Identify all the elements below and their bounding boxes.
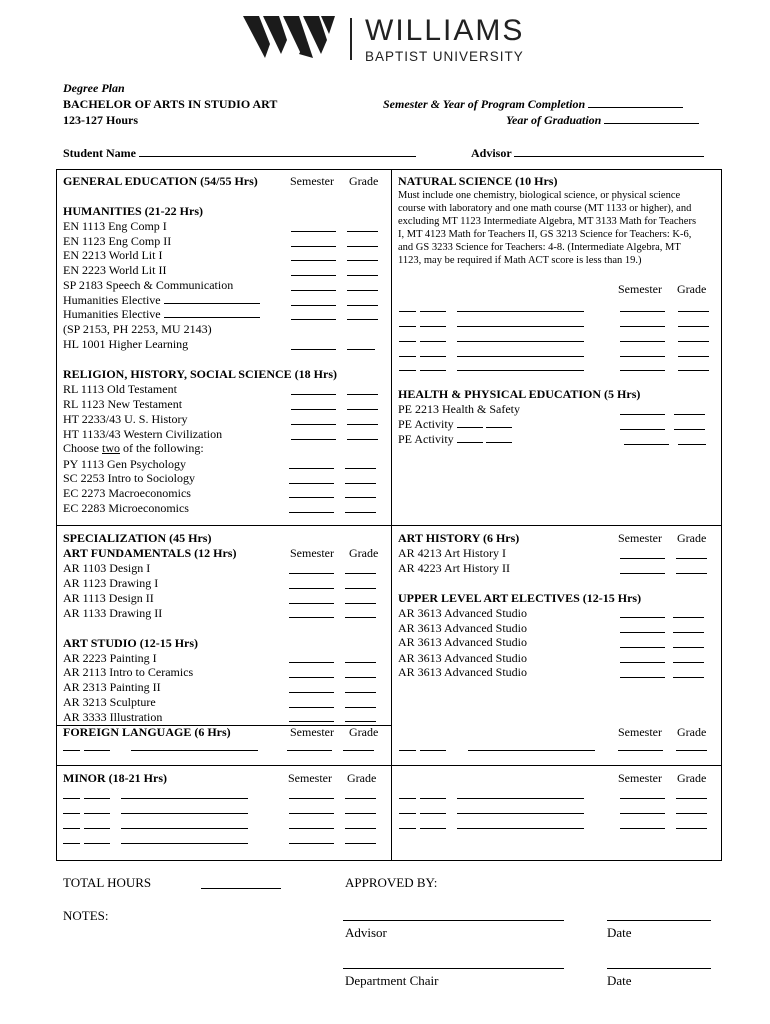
semester-blank[interactable] xyxy=(620,677,665,678)
course-row: SP 2183 Speech & Communication xyxy=(63,278,234,292)
course-name-blank[interactable] xyxy=(457,356,584,357)
natural-science-note: Must include one chemistry, biological science, or physical science course with laboratory and one math course (MT 1133 or higher), and excluding MT 1123 Intermediate Algebra, MT 3133 Math for Teachers I, MT 4123 Math for Teachers II, GS 3213 Science for Teachers: K-6, and GS 3233 Science for Teachers: 4-8. (Intermediate Algebra, MT 1123, may be required if Math ACT score is less than 19.) xyxy=(398,190,697,266)
semester-blank[interactable] xyxy=(289,603,334,604)
upper-electives-title: UPPER LEVEL ART ELECTIVES (12-15 Hrs) xyxy=(398,591,642,605)
total-hours-blank[interactable] xyxy=(201,888,281,889)
course-row: AR 3613 Advanced Studio xyxy=(398,651,527,665)
semester-blank[interactable] xyxy=(291,424,336,425)
semester-header: Semester xyxy=(618,531,662,545)
semester-blank[interactable] xyxy=(620,828,665,829)
course-code-blank[interactable] xyxy=(84,813,110,814)
course-code-blank[interactable] xyxy=(63,828,80,829)
course-name-blank[interactable] xyxy=(457,828,584,829)
semester-blank[interactable] xyxy=(291,394,336,395)
course-code-blank[interactable] xyxy=(399,370,416,371)
grade-blank[interactable] xyxy=(345,798,376,799)
grade-blank[interactable] xyxy=(345,588,376,589)
advisor-signature-label: Advisor xyxy=(345,925,387,940)
semester-blank[interactable] xyxy=(291,290,336,291)
grade-blank[interactable] xyxy=(347,349,375,350)
semester-blank[interactable] xyxy=(291,439,336,440)
grade-blank[interactable] xyxy=(347,409,378,410)
row-divider-minor xyxy=(57,765,721,766)
course-code-blank[interactable] xyxy=(420,813,446,814)
grade-blank[interactable] xyxy=(678,341,709,342)
center-divider xyxy=(391,170,392,860)
semester-blank[interactable] xyxy=(620,311,665,312)
course-row: AR 4223 Art History II xyxy=(398,561,510,575)
grade-blank[interactable] xyxy=(678,356,709,357)
grade-blank[interactable] xyxy=(678,326,709,327)
grade-blank[interactable] xyxy=(676,750,707,751)
year-of-graduation: Year of Graduation xyxy=(506,113,699,127)
grade-blank[interactable] xyxy=(345,843,376,844)
course-row: AR 2313 Painting II xyxy=(63,680,161,694)
semester-blank[interactable] xyxy=(289,692,334,693)
semester-blank[interactable] xyxy=(620,573,665,574)
semester-blank[interactable] xyxy=(289,468,334,469)
degree-title: BACHELOR OF ARTS IN STUDIO ART xyxy=(63,97,278,111)
grade-blank[interactable] xyxy=(345,512,376,513)
degree-plan-label: Degree Plan xyxy=(63,81,125,95)
semester-blank[interactable] xyxy=(620,813,665,814)
gen-ed-title: GENERAL EDUCATION (54/55 Hrs) xyxy=(63,174,258,188)
semester-year-completion: Semester & Year of Program Completion xyxy=(383,97,683,111)
course-code-blank[interactable] xyxy=(399,311,416,312)
grade-header: Grade xyxy=(677,531,707,545)
semester-blank[interactable] xyxy=(289,828,334,829)
student-name-field[interactable]: Student Name xyxy=(63,146,416,160)
grade-header: Grade xyxy=(677,771,707,785)
grade-blank[interactable] xyxy=(347,290,378,291)
course-code-blank[interactable] xyxy=(420,326,446,327)
semester-blank[interactable] xyxy=(620,558,665,559)
course-row: EN 2213 World Lit I xyxy=(63,248,163,262)
advisor-date-label: Date xyxy=(607,925,632,940)
grade-blank[interactable] xyxy=(345,603,376,604)
logo-name: WILLIAMS xyxy=(365,14,525,47)
course-row: AR 1123 Drawing I xyxy=(63,576,159,590)
semester-blank[interactable] xyxy=(289,843,334,844)
semester-header: Semester xyxy=(288,771,332,785)
course-row: AR 2223 Painting I xyxy=(63,651,157,665)
grade-blank[interactable] xyxy=(676,813,707,814)
course-name-blank[interactable] xyxy=(457,341,584,342)
specialization-title: SPECIALIZATION (45 Hrs) xyxy=(63,531,212,545)
course-name-blank[interactable] xyxy=(457,326,584,327)
semester-blank[interactable] xyxy=(620,414,665,415)
chair-date-blank[interactable] xyxy=(607,968,711,969)
course-row: SC 2253 Intro to Sociology xyxy=(63,471,196,485)
course-code-blank[interactable] xyxy=(399,341,416,342)
semester-blank[interactable] xyxy=(291,275,336,276)
grade-blank[interactable] xyxy=(345,813,376,814)
course-row: PE 2213 Health & Safety xyxy=(398,402,520,416)
course-code-blank[interactable] xyxy=(420,828,446,829)
semester-blank[interactable] xyxy=(620,647,665,648)
semester-blank[interactable] xyxy=(289,588,334,589)
course-name-blank[interactable] xyxy=(468,750,595,751)
advisor-signature-blank[interactable] xyxy=(343,920,564,921)
grade-blank[interactable] xyxy=(674,414,705,415)
grade-header: Grade xyxy=(349,546,379,560)
course-code-blank[interactable] xyxy=(420,311,446,312)
course-name-blank[interactable] xyxy=(121,813,248,814)
course-code-blank[interactable] xyxy=(420,341,446,342)
rhss-title: RELIGION, HISTORY, SOCIAL SCIENCE (18 Hrs) xyxy=(63,367,337,381)
semester-header: Semester xyxy=(290,546,334,560)
semester-blank[interactable] xyxy=(291,305,336,306)
approved-by-label: APPROVED BY: xyxy=(345,875,438,890)
semester-blank[interactable] xyxy=(291,349,336,350)
course-name-blank[interactable] xyxy=(457,370,584,371)
course-code-blank[interactable] xyxy=(399,813,416,814)
semester-blank[interactable] xyxy=(289,662,334,663)
grade-blank[interactable] xyxy=(345,617,376,618)
course-code-blank[interactable] xyxy=(84,798,110,799)
grade-header: Grade xyxy=(677,725,707,739)
semester-blank[interactable] xyxy=(620,798,665,799)
semester-header: Semester xyxy=(290,725,334,739)
course-row: Humanities Elective xyxy=(63,307,260,321)
grade-blank[interactable] xyxy=(347,305,378,306)
course-row: PE Activity xyxy=(398,432,512,446)
advisor-date-blank[interactable] xyxy=(607,920,711,921)
course-name-blank[interactable] xyxy=(457,798,584,799)
semester-header: Semester xyxy=(618,282,662,296)
semester-blank[interactable] xyxy=(624,444,669,445)
wbu-logo-mark-icon xyxy=(243,14,343,62)
semester-blank[interactable] xyxy=(291,319,336,320)
course-row: AR 3613 Advanced Studio xyxy=(398,621,527,635)
grade-blank[interactable] xyxy=(347,246,378,247)
course-code-blank[interactable] xyxy=(420,750,446,751)
semester-blank[interactable] xyxy=(291,409,336,410)
grade-blank[interactable] xyxy=(347,275,378,276)
course-code-blank[interactable] xyxy=(63,798,80,799)
row-divider-gen-ed xyxy=(57,525,721,526)
art-history-title: ART HISTORY (6 Hrs) xyxy=(398,531,520,545)
course-code-blank[interactable] xyxy=(420,370,446,371)
course-code-blank[interactable] xyxy=(84,828,110,829)
chair-signature-blank[interactable] xyxy=(343,968,564,969)
semester-blank[interactable] xyxy=(289,707,334,708)
semester-blank[interactable] xyxy=(620,617,665,618)
grade-blank[interactable] xyxy=(676,828,707,829)
university-logo xyxy=(243,14,553,64)
course-row: AR 1133 Drawing II xyxy=(63,606,163,620)
semester-blank[interactable] xyxy=(620,326,665,327)
grade-blank[interactable] xyxy=(674,429,705,430)
grade-blank[interactable] xyxy=(345,468,376,469)
grade-blank[interactable] xyxy=(345,662,376,663)
course-row: HT 1133/43 Western Civilization xyxy=(63,427,223,441)
course-code-blank[interactable] xyxy=(63,813,80,814)
semester-blank[interactable] xyxy=(289,813,334,814)
semester-blank[interactable] xyxy=(289,677,334,678)
course-row: EN 1113 Eng Comp I xyxy=(63,219,167,233)
course-code-blank[interactable] xyxy=(84,750,110,751)
course-name-blank[interactable] xyxy=(121,798,248,799)
course-row: RL 1113 Old Testament xyxy=(63,382,177,396)
grade-blank[interactable] xyxy=(345,573,376,574)
semester-blank[interactable] xyxy=(620,662,665,663)
semester-blank[interactable] xyxy=(618,750,663,751)
course-code-blank[interactable] xyxy=(63,843,80,844)
grade-blank[interactable] xyxy=(678,444,706,445)
course-name-blank[interactable] xyxy=(131,750,258,751)
degree-hours: 123-127 Hours xyxy=(63,113,138,127)
grade-blank[interactable] xyxy=(678,370,709,371)
grade-blank[interactable] xyxy=(345,721,376,722)
course-row: AR 3613 Advanced Studio xyxy=(398,635,527,649)
grade-blank[interactable] xyxy=(343,750,374,751)
grade-blank[interactable] xyxy=(673,662,704,663)
grade-blank[interactable] xyxy=(345,483,376,484)
semester-header: Semester xyxy=(618,725,662,739)
art-studio-title: ART STUDIO (12-15 Hrs) xyxy=(63,636,199,650)
course-code-blank[interactable] xyxy=(399,750,416,751)
art-fundamentals-title: ART FUNDAMENTALS (12 Hrs) xyxy=(63,546,237,560)
foreign-language-title: FOREIGN LANGUAGE (6 Hrs) xyxy=(63,725,231,739)
minor-title: MINOR (18-21 Hrs) xyxy=(63,771,167,785)
notes-label: NOTES: xyxy=(63,908,109,923)
course-row: HL 1001 Higher Learning xyxy=(63,337,189,351)
grade-blank[interactable] xyxy=(347,319,378,320)
course-row: AR 4213 Art History I xyxy=(398,546,506,560)
course-name-blank[interactable] xyxy=(121,843,248,844)
course-row: AR 3333 Illustration xyxy=(63,710,163,724)
semester-blank[interactable] xyxy=(287,750,332,751)
grade-blank[interactable] xyxy=(345,828,376,829)
grade-blank[interactable] xyxy=(347,394,378,395)
semester-blank[interactable] xyxy=(291,231,336,232)
course-row: PY 1113 Gen Psychology xyxy=(63,457,186,471)
grade-header: Grade xyxy=(347,771,377,785)
course-row: EC 2283 Microeconomics xyxy=(63,501,189,515)
grade-blank[interactable] xyxy=(673,617,704,618)
course-code-blank[interactable] xyxy=(399,356,416,357)
course-row: EN 1123 Eng Comp II xyxy=(63,234,172,248)
semester-header: Semester xyxy=(290,174,334,188)
grade-blank[interactable] xyxy=(345,692,376,693)
health-pe-title: HEALTH & PHYSICAL EDUCATION (5 Hrs) xyxy=(398,387,641,401)
semester-header: Semester xyxy=(618,771,662,785)
course-row: PE Activity xyxy=(398,417,512,431)
course-row: Humanities Elective xyxy=(63,293,260,307)
grade-blank[interactable] xyxy=(347,260,378,261)
course-name-blank[interactable] xyxy=(457,311,584,312)
course-code-blank[interactable] xyxy=(399,798,416,799)
semester-blank[interactable] xyxy=(289,798,334,799)
natural-science-title: NATURAL SCIENCE (10 Hrs) xyxy=(398,174,558,188)
course-row: AR 3613 Advanced Studio xyxy=(398,665,527,679)
grade-blank[interactable] xyxy=(347,424,378,425)
semester-blank[interactable] xyxy=(289,512,334,513)
course-code-blank[interactable] xyxy=(63,750,80,751)
advisor-field[interactable]: Advisor xyxy=(471,146,704,160)
grade-blank[interactable] xyxy=(673,647,704,648)
chair-signature-label: Department Chair xyxy=(345,973,439,988)
course-code-blank[interactable] xyxy=(84,843,110,844)
course-row: EC 2273 Macroeconomics xyxy=(63,486,191,500)
semester-blank[interactable] xyxy=(289,721,334,722)
course-row: AR 1103 Design I xyxy=(63,561,151,575)
semester-blank[interactable] xyxy=(289,573,334,574)
grade-blank[interactable] xyxy=(347,231,378,232)
course-code-blank[interactable] xyxy=(399,828,416,829)
course-row: AR 2113 Intro to Ceramics xyxy=(63,665,194,679)
course-code-blank[interactable] xyxy=(420,798,446,799)
grade-blank[interactable] xyxy=(345,497,376,498)
semester-blank[interactable] xyxy=(289,617,334,618)
grade-blank[interactable] xyxy=(676,573,707,574)
semester-blank[interactable] xyxy=(620,632,665,633)
grade-blank[interactable] xyxy=(345,677,376,678)
course-row: EN 2223 World Lit II xyxy=(63,263,167,277)
semester-blank[interactable] xyxy=(620,429,665,430)
course-code-blank[interactable] xyxy=(399,326,416,327)
humanities-title: HUMANITIES (21-22 Hrs) xyxy=(63,204,203,218)
course-row: AR 3213 Sculpture xyxy=(63,695,156,709)
humanities-note: (SP 2153, PH 2253, MU 2143) xyxy=(63,322,212,336)
semester-blank[interactable] xyxy=(291,260,336,261)
course-name-blank[interactable] xyxy=(121,828,248,829)
grade-blank[interactable] xyxy=(676,558,707,559)
semester-blank[interactable] xyxy=(289,483,334,484)
chair-date-label: Date xyxy=(607,973,632,988)
course-row: RL 1123 New Testament xyxy=(63,397,183,411)
grade-blank[interactable] xyxy=(676,798,707,799)
grade-blank[interactable] xyxy=(673,677,704,678)
semester-blank[interactable] xyxy=(620,356,665,357)
logo-divider xyxy=(350,18,352,60)
semester-blank[interactable] xyxy=(291,246,336,247)
grade-header: Grade xyxy=(349,174,379,188)
choose-two-note: Choose two of the following: xyxy=(63,441,204,455)
grade-blank[interactable] xyxy=(347,439,378,440)
grade-blank[interactable] xyxy=(678,311,709,312)
semester-blank[interactable] xyxy=(289,497,334,498)
total-hours-label: TOTAL HOURS xyxy=(63,875,152,890)
grade-header: Grade xyxy=(349,725,379,739)
logo-subtitle: BAPTIST UNIVERSITY xyxy=(365,49,524,64)
course-row: AR 3613 Advanced Studio xyxy=(398,606,527,620)
course-code-blank[interactable] xyxy=(420,356,446,357)
course-name-blank[interactable] xyxy=(457,813,584,814)
grade-header: Grade xyxy=(677,282,707,296)
course-row: HT 2233/43 U. S. History xyxy=(63,412,188,426)
grade-blank[interactable] xyxy=(673,632,704,633)
grade-blank[interactable] xyxy=(345,707,376,708)
semester-blank[interactable] xyxy=(620,370,665,371)
semester-blank[interactable] xyxy=(620,341,665,342)
course-row: AR 1113 Design II xyxy=(63,591,154,605)
